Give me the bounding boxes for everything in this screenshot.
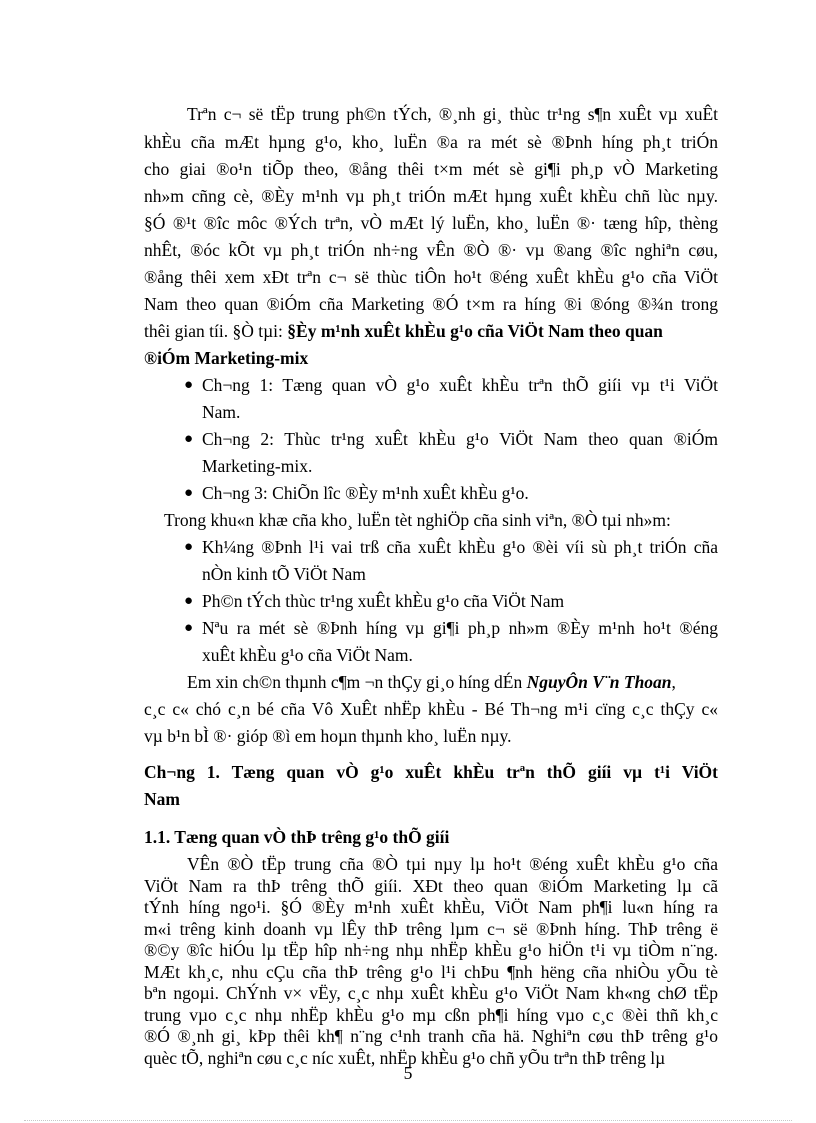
bullet-icon: ● [184, 485, 194, 501]
chapter-item-2-line-2: Marketing-mix. [202, 456, 313, 476]
aim-item-1-line-2: nÒn kinh tÕ ViÖt Nam [202, 564, 366, 584]
bullet-icon: ● [184, 593, 194, 609]
advisor-name: NguyÔn V¨n Thoan [526, 672, 672, 692]
chapter-heading-line-1: Ch¬ng 1. Tæng quan vÒ g¹o xuÊt khÈu trªn thÕ giíi vµ t¹i ViÖt [144, 762, 718, 782]
bullet-icon: ● [184, 377, 194, 393]
aim-item-3-line-1: Nªu ra mét sè ®Þnh híng vµ gi¶i ph¸p nh»m ®Èy m¹nh ho¹t ®éng [202, 618, 718, 638]
intro-line-7: ®ång thêi xem xÐt trªn c¬ së thùc tiÔn ho¹t ®éng xuÊt khÈu g¹o cña ViÖt [144, 267, 718, 287]
section-line-8: trung vµo c¸c nhµ nhËp khÈu g¹o mµ cßn ph¶i híng vµo c¸c ®èi thñ kh¸c [144, 1004, 718, 1025]
section-heading: 1.1. Tæng quan vÒ thÞ trêng g¹o thÕ giíi [144, 827, 450, 847]
bullet-icon: ● [184, 539, 194, 555]
section-line-9: ®Ó ®¸nh gi¸ kÞp thêi kh¶ n¨ng c¹nh tranh cña hä. Nghiªn cøu thÞ trêng g¹o [144, 1026, 718, 1046]
section-line-5: ®©y ®îc hiÓu lµ tËp hîp nh÷ng nhµ nhËp khÈu g¹o hiÖn t¹i vµ tiÒm n¨ng. [144, 940, 718, 960]
aim-item-1-line-1: Kh¼ng ®Þnh l¹i vai trß cña xuÊt khÈu g¹o ®èi víi sù ph¸t triÓn cña [202, 537, 718, 557]
section-line-4: m«i trêng kinh doanh vµ lÊy thÞ trêng lµm c¬ së ®Þnh híng. ThÞ trêng ë [144, 918, 718, 939]
intro-line-3: cho giai ®o¹n tiÕp theo, ®ång thêi t×m mét sè gi¶i ph¸p vÒ Marketing [144, 159, 718, 179]
intro-last-prefix: thêi gian tíi. §Ò tµi: [144, 321, 288, 341]
chapter-item-3-line-1: Ch¬ng 3: ChiÕn lîc ®Èy m¹nh xuÊt khÈu g¹o. [202, 483, 529, 503]
intro-line-4: nh»m cñng cè, ®Èy m¹nh vµ ph¸t triÓn mÆt hµng xuÊt khÈu chñ lùc nµy. [144, 186, 718, 206]
thanks-line-2: c¸c c« chó c¸n bé cña Vô XuÊt nhËp khÈu - Bé Th¬ng m¹i cïng c¸c thÇy c« [144, 699, 718, 719]
chapter-heading-line-2: Nam [144, 789, 180, 809]
section-line-1: VÊn ®Ò tËp trung cña ®Ò tµi nµy lµ ho¹t ®éng xuÊt khÈu g¹o cña [187, 854, 718, 874]
thanks-prefix: Em xin ch©n thµnh c¶m ¬n thÇy gi¸o híng dÉn [187, 672, 527, 692]
thanks-line-1 [187, 671, 676, 693]
section-line-7: bªn ngoµi. ChÝnh v× vËy, c¸c nhµ xuÊt khÈu g¹o ViÖt Nam kh«ng chØ tËp [144, 983, 718, 1003]
thesis-title-cont: ®iÓm Marketing-mix [144, 348, 309, 368]
aim-item-3-line-2: xuÊt khÈu g¹o cña ViÖt Nam. [202, 645, 413, 665]
aim-item-2-line-1: Ph©n tÝch thùc tr¹ng xuÊt khÈu g¹o cña ViÖt Nam [202, 591, 565, 611]
thanks-line-3: vµ b¹n bÌ ®· gióp ®ì em hoµn thµnh kho¸ luËn nµy. [144, 726, 512, 746]
page-number: 5 [403, 1063, 413, 1083]
thanks-suffix: , [671, 672, 676, 692]
section-line-2: ViÖt Nam ra thÞ trêng thÕ giíi. XÐt theo quan ®iÓm Marketing lµ cã [144, 875, 718, 896]
intro-line-8: Nam theo quan ®iÓm cña Marketing ®Ó t×m ra híng ®i ®óng ®¾n trong [144, 294, 718, 314]
section-line-6: MÆt kh¸c, nhu cÇu cña thÞ trêng g¹o l¹i chÞu ¶nh hëng cña nhiÒu yÕu tè [144, 961, 718, 982]
aims-intro: Trong khu«n khæ cña kho¸ luËn tèt nghiÖp cña sinh viªn, ®Ò tµi nh»m: [164, 510, 671, 530]
intro-line-5: §Ó ®¹t ®îc môc ®Ých trªn, vÒ mÆt lý luËn, kho¸ luËn ®· tæng hîp, thèng [144, 213, 718, 233]
chapter-item-1-line-1: Ch¬ng 1: Tæng quan vÒ g¹o xuÊt khÈu trªn thÕ giíi vµ t¹i ViÖt [202, 375, 718, 395]
page-bottom-divider [24, 1120, 792, 1121]
intro-line-9 [144, 320, 663, 342]
intro-line-1: Trªn c¬ së tËp trung ph©n tÝch, ®¸nh gi¸ thùc tr¹ng s¶n xuÊt vµ xuÊt [187, 104, 718, 124]
bullet-icon: ● [184, 620, 194, 636]
section-line-10: quèc tÕ, nghiªn cøu c¸c níc xuÊt, nhËp khÈu g¹o chñ yÕu trªn thÞ trêng lµ [144, 1047, 666, 1068]
chapter-item-2-line-1: Ch¬ng 2: Thùc tr¹ng xuÊt khÈu g¹o ViÖt Nam theo quan ®iÓm [202, 429, 718, 449]
intro-line-2: khÈu cña mÆt hµng g¹o, kho¸ luËn ®a ra mét sè ®Þnh híng ph¸t triÓn [144, 132, 718, 152]
intro-line-6: nhÊt, ®óc kÕt vµ ph¸t triÓn nh÷ng vÊn ®Ò ®· vµ ®ang ®îc nghiªn cøu, [144, 240, 718, 260]
thesis-title: §Èy m¹nh xuÊt khÈu g¹o cña ViÖt Nam theo quan [287, 321, 663, 341]
chapter-item-1-line-2: Nam. [202, 402, 241, 422]
section-line-3: tÝnh híng ngo¹i. §Ó ®Èy m¹nh xuÊt khÈu, ViÖt Nam ph¶i lu«n híng ra [144, 897, 718, 917]
bullet-icon: ● [184, 431, 194, 447]
